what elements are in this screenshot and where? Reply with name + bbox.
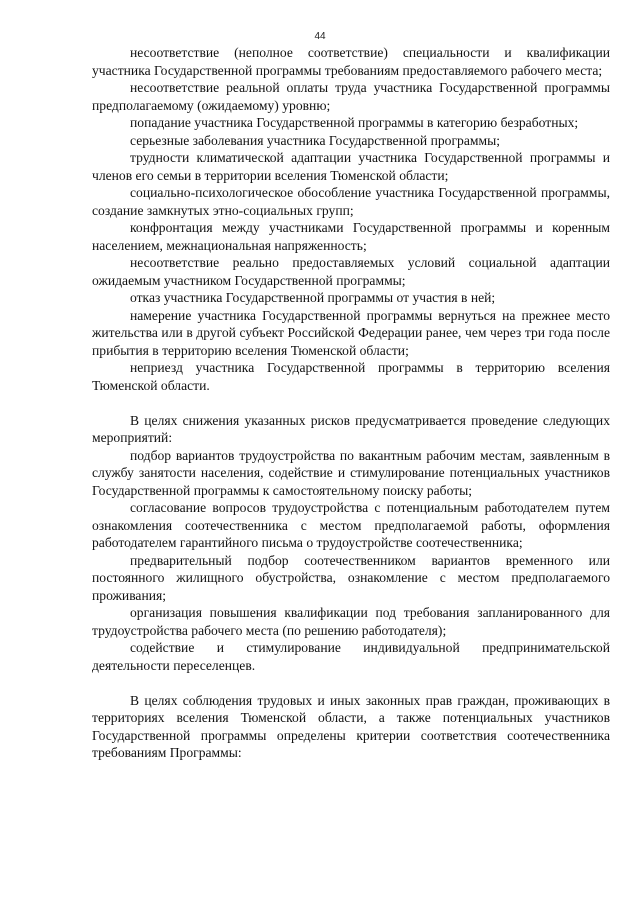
risk-item: трудности климатической адаптации участника Государственной программы и членов его семьи в территории вселения Тюменской области; [92,150,610,183]
risk-item: несоответствие реальной оплаты труда участника Государственной программы предполагаемому (ожидаемому) уровню; [92,80,610,113]
risk-item: социально-психологическое обособление участника Государственной программы, создание замкнутых этно-социальных групп; [92,185,610,218]
risk-item: конфронтация между участниками Государственной программы и коренным населением, межнациональная напряженность; [92,220,610,253]
document-body [92,44,610,762]
risk-item: несоответствие реально предоставляемых условий социальной адаптации ожидаемым участником Государственной программы; [92,255,610,288]
risk-item: несоответствие (неполное соответствие) специальности и квалификации участника Государственной программы требованиям предоставляемого рабочего места; [92,45,610,78]
measure-item: содействие и стимулирование индивидуальной предпринимательской деятельности переселенцев. [92,640,610,673]
closing-paragraph: В целях соблюдения трудовых и иных законных прав граждан, проживающих в территориях вселения Тюменской области, а также потенциальных участников Государственной программы определены критерии соответствия соотечественника требованиям Программы: [92,692,610,760]
measure-item: предварительный подбор соотечественником вариантов временного или постоянного жилищного обустройства, ознакомление с местом предполагаемого проживания; [92,552,610,603]
measure-item: подбор вариантов трудоустройства по вакантным рабочим местам, заявленным в службу занятости населения, содействие и стимулирование потенциальных участников Государственной программы к самостоятельному поиску работы; [92,447,610,498]
risk-item: намерение участника Государственной программы вернуться на прежнее место жительства или в другой субъект Российской Федерации ранее, чем через три года после прибытия в территорию вселения Тюменской области; [92,307,610,358]
measure-item: организация повышения квалификации под требования запланированного для трудоустройства рабочего места (по решению работодателя); [92,605,610,638]
measure-item: согласование вопросов трудоустройства с потенциальным работодателем путем ознакомления соотечественника с местом предполагаемой работы, оформления работодателем гарантийного письма о трудоустройстве соотечественника; [92,500,610,550]
risk-item: серьезные заболевания участника Государственной программы; [130,132,500,148]
measures-intro: В целях снижения указанных рисков предусматривается проведение следующих мероприятий: [92,412,610,445]
risk-item: попадание участника Государственной программы в категорию безработных; [130,115,579,130]
risk-item: отказ участника Государственной программы от участия в ней; [130,290,496,305]
page-number: 44 [314,31,326,42]
risk-item: неприезд участника Государственной программы в территорию вселения Тюменской области. [92,360,610,393]
